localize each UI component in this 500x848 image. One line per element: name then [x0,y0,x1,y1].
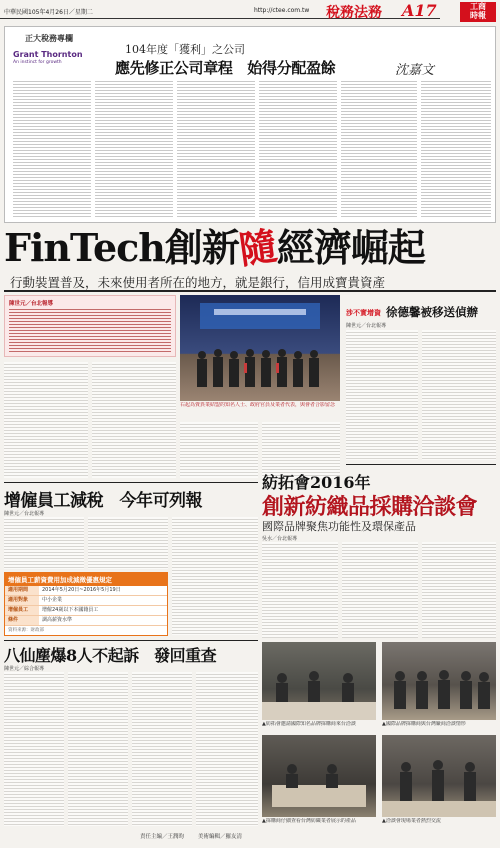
fintech-body-2 [92,362,176,478]
tax-body-2 [88,517,168,569]
tax-table-label: 適用期間 [5,586,39,595]
tax-table-title: 增僱員工薪資費用加成減徵優惠規定 [5,573,167,586]
sponsor-logo [13,33,83,71]
fintech-photo-art [180,295,340,401]
tax-body-3 [172,517,258,635]
story2-byline: 陳世元／綜合報導 [4,666,45,672]
fintech-subhead: 行動裝置普及，未來使用者所在的地方，就是銀行，信用成寶貴資產 [10,275,386,290]
tax-story-rule [4,482,258,483]
tax-table-value: 中小企業 [42,597,63,603]
fintech-lead-box [4,295,176,357]
expo-photo-2-caption: ▲國際品牌採購商與台灣廠商洽談情形 [382,721,466,727]
headline-part-b: 隨 [235,222,280,273]
headline-part-a: FinTech創新 [4,225,239,270]
paper-logo [460,2,496,22]
column-body-6 [421,79,491,217]
firm-name: Grant Thornton [13,50,83,59]
expo-photo-3 [262,735,376,817]
tax-table-rows [5,586,167,626]
fintech-body-3 [180,422,258,478]
expo-photo-4-caption: ▲洽談會現場業者熱烈交流 [382,818,441,824]
seminar-body-2 [422,330,496,460]
masthead [0,0,500,24]
expo-byline: 吳水／台北報導 [262,536,298,542]
fintech-event-photo [180,295,340,401]
expo-photo-4 [382,735,496,817]
editor-credit: 責任主編／王潤昀 [140,834,185,840]
tax-table-value: 增僱24歲以下本國籍員工 [42,607,99,613]
tax-table-row [5,586,167,596]
fintech-photo-caption: 右起為資異業結盟的知名人士、政府官員及業者代表，與會者合影留念 [180,402,336,408]
story2-headline: 八仙塵爆8人不起訴 發回重查 [4,646,217,665]
story2-body-2 [68,672,128,826]
tax-table-source: 資料來源：財政部 [8,628,44,633]
author-name: 沈嘉文 [395,63,435,78]
page-number: A17 [402,1,437,20]
expo-headline: 創新紡織品採購洽談會 [262,494,478,520]
fintech-lead-text [9,307,171,353]
column-body-2 [95,79,173,217]
designer-credit: 美術編輯／羅友清 [198,834,243,840]
expo-kicker: 紡拓會2016年 [262,473,371,492]
fintech-rule [4,290,496,292]
fintech-byline: 陳世元／台北報導 [9,301,54,307]
story2-body-3 [132,672,192,826]
seminar-body-1 [346,330,418,460]
tax-column-box [4,26,496,223]
seminar-kicker: 涉不實增資 [346,309,381,317]
expo-photo-3-caption: ▲採購商仔細查看台灣紡織業者展示的產品 [262,818,356,824]
expo-photo-1-caption: ▲紡拓會邀請國際知名品牌採購商來台洽談 [262,721,356,727]
expo-body-2 [342,542,418,638]
expo-photo-1-art [262,642,376,720]
column-body-5 [341,79,417,217]
story2-body-4 [196,672,258,826]
sponsor-title: 正大稅務專欄 [25,34,73,43]
tax-table-label: 增僱員工 [5,606,39,615]
firm-tagline: An instinct for growth [13,60,62,65]
expo-photo-2-art [382,642,496,720]
tax-table [4,572,168,636]
story2-rule [4,640,258,641]
tax-table-row [5,616,167,626]
expo-photo-3-art [262,735,376,817]
issue-info: 中華民國105年4月26日／星期二 [4,9,93,16]
expo-body-3 [422,542,496,638]
column-body-3 [177,79,255,217]
fintech-headline [4,222,496,273]
expo-body-1 [262,542,338,638]
story2-body-1 [4,672,64,826]
tax-table-label: 適用對象 [5,596,39,605]
tax-body-1 [4,517,84,569]
column-body-4 [259,79,337,217]
tax-byline: 陳世元／台北報導 [4,511,45,517]
tax-table-row [5,606,167,616]
tax-table-value: 調高薪資水準 [42,617,73,623]
tax-headline: 增僱員工減稅 今年可列報 [4,491,202,511]
section-name: 稅務法務 [326,5,382,21]
headline-part-c: 經濟崛起 [276,225,425,270]
website-link[interactable]: http://ctee.com.tw [254,7,310,14]
fintech-body-1 [4,362,88,478]
tax-table-label: 條件 [5,616,39,625]
tax-table-value: 2014年5月20日~2016年5月19日 [42,587,121,593]
column-body-1 [13,79,91,217]
column-kicker: 104年度「獲利」之公司 [125,43,245,56]
expo-subhead: 國際品牌聚焦功能性及環保產品 [262,520,416,533]
paper-brand: 工商時報 [470,1,486,20]
expo-photo-4-art [382,735,496,817]
expo-photo-1 [262,642,376,720]
tax-table-row [5,596,167,606]
seminar-headline: 徐德馨被移送偵辦 [386,305,478,319]
expo-photo-2 [382,642,496,720]
column-headline: 應先修正公司章程 始得分配盈餘 [115,59,336,77]
seminar-byline: 陳世元／台北報導 [346,323,387,329]
seminar-rule [346,464,496,465]
